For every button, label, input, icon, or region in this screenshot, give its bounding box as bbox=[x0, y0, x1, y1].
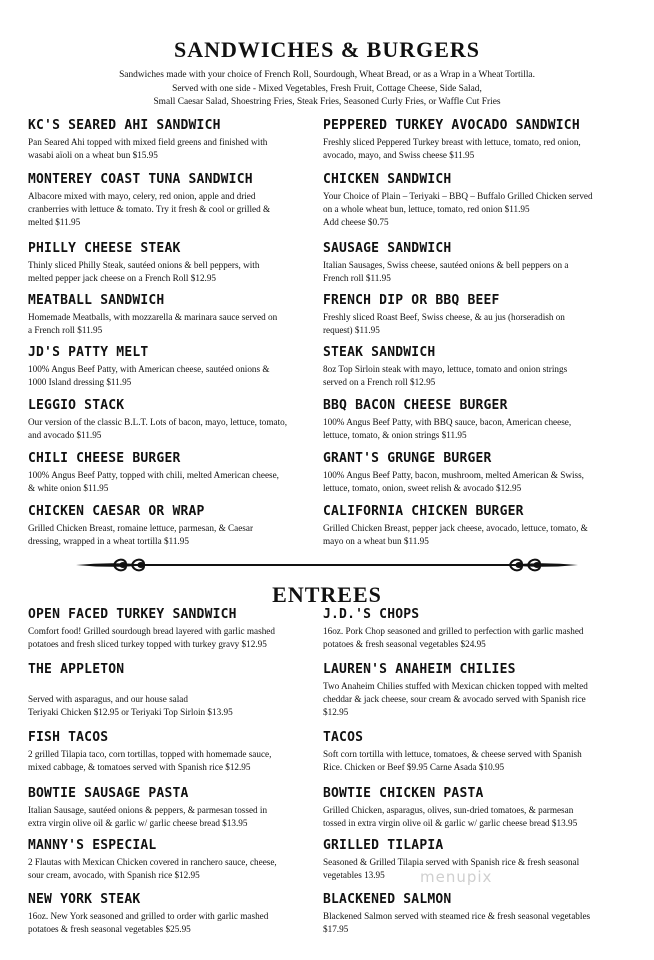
item-name: STEAK SANDWICH bbox=[323, 345, 436, 360]
sandwiches-title: SANDWICHES & BURGERS bbox=[173, 37, 481, 62]
item-name: GRANT'S GRUNGE BURGER bbox=[323, 451, 492, 466]
item-name: CHICKEN SANDWICH bbox=[323, 172, 452, 187]
menu-item bbox=[323, 118, 633, 162]
entrees-title: ENTREES bbox=[272, 582, 382, 607]
item-description: Albacore mixed with mayo, celery, red onion, apple and dried cranberries with lettuce & tomato. Try it fresh & cool or grilled & melted $11.95 bbox=[28, 191, 271, 227]
item-description: 100% Angus Beef Patty, with BBQ sauce, bacon, American cheese, lettuce, tomato, & onion strings $11.95 bbox=[323, 417, 572, 440]
item-description: Your Choice of Plain – Teriyaki – BBQ – Buffalo Grilled Chicken served on a whole wheat bun, lettuce, tomato, red onion $11.95 Add cheese $0.75 bbox=[323, 191, 593, 227]
item-name: LAUREN'S ANAHEIM CHILIES bbox=[323, 662, 516, 677]
item-description: Grilled Chicken, asparagus, olives, sun-dried tomatoes, & parmesan tossed in extra virgin olive oil & garlic w/ garlic cheese bread $13.95 bbox=[323, 805, 578, 828]
item-description: 8oz Top Sirloin steak with mayo, lettuce, tomato and onion strings served on a French roll $12.95 bbox=[323, 364, 568, 387]
menu-item bbox=[323, 662, 633, 719]
item-description: 16oz. New York seasoned and grilled to order with garlic mashed potatoes & fresh seasonal vegetables $25.95 bbox=[28, 911, 269, 934]
menu-item bbox=[323, 345, 633, 389]
item-name: SAUSAGE SANDWICH bbox=[323, 241, 452, 256]
menu-item bbox=[28, 730, 338, 774]
menu-item bbox=[28, 607, 338, 651]
item-description: Italian Sausages, Swiss cheese, sautéed onions & bell peppers on a French roll $11.95 bbox=[323, 260, 569, 283]
menu-item bbox=[323, 504, 633, 548]
item-name: PHILLY CHEESE STEAK bbox=[28, 241, 181, 256]
intro-line: Sandwiches made with your choice of French Roll, Sourdough, Wheat Bread, or as a Wrap in a Wheat Tortilla. bbox=[119, 70, 535, 80]
menupix-watermark: menupix bbox=[420, 868, 493, 886]
item-name: FISH TACOS bbox=[28, 730, 109, 745]
menu-item bbox=[28, 118, 338, 162]
item-name: CHILI CHEESE BURGER bbox=[28, 451, 181, 466]
item-name: CHICKEN CAESAR OR WRAP bbox=[28, 504, 205, 519]
menu-item bbox=[28, 451, 338, 495]
menu-item bbox=[28, 398, 338, 442]
item-description: Freshly sliced Peppered Turkey breast with lettuce, tomato, red onion, avocado, mayo, and Swiss cheese $11.95 bbox=[323, 137, 581, 160]
item-name: BLACKENED SALMON bbox=[323, 892, 452, 907]
menu-item bbox=[323, 607, 633, 651]
menu-item bbox=[28, 504, 338, 548]
item-name: GRILLED TILAPIA bbox=[323, 838, 444, 853]
item-description: 16oz. Pork Chop seasoned and grilled to perfection with garlic mashed potatoes & fresh seasonal vegetables $24.95 bbox=[323, 626, 584, 649]
item-description: Soft corn tortilla with lettuce, tomatoes, & cheese served with Spanish Rice. Chicken or Beef $9.95 Carne Asada $10.95 bbox=[323, 749, 582, 772]
item-name: MEATBALL SANDWICH bbox=[28, 293, 165, 308]
item-name: KC'S SEARED AHI SANDWICH bbox=[28, 118, 221, 133]
menu-item bbox=[28, 241, 338, 285]
item-description: Grilled Chicken Breast, romaine lettuce, parmesan, & Caesar dressing, wrapped in a wheat tortilla $11.95 bbox=[28, 523, 254, 546]
item-description: 100% Angus Beef Patty, with American cheese, sautéed onions & 1000 Island dressing $11.95 bbox=[28, 364, 270, 387]
item-description: Seasoned & Grilled Tilapia served with Spanish rice & fresh seasonal vegetables 13.95 bbox=[323, 857, 580, 880]
item-name: BOWTIE CHICKEN PASTA bbox=[323, 786, 484, 801]
item-description: Grilled Chicken Breast, pepper jack cheese, avocado, lettuce, tomato, & mayo on a wheat bun $11.95 bbox=[323, 523, 588, 546]
item-description: 2 Flautas with Mexican Chicken covered in ranchero sauce, cheese, sour cream, avocado, with Spanish rice $12.95 bbox=[28, 857, 277, 880]
menu-item bbox=[28, 662, 338, 719]
menu-item bbox=[323, 293, 633, 337]
item-name: J.D.'S CHOPS bbox=[323, 607, 420, 622]
menu-item bbox=[323, 398, 633, 442]
item-name: MONTEREY COAST TUNA SANDWICH bbox=[28, 172, 253, 187]
item-name: THE APPLETON bbox=[28, 662, 125, 677]
menu-item bbox=[323, 451, 633, 495]
intro-line: Small Caesar Salad, Shoestring Fries, Steak Fries, Seasoned Curly Fries, or Waffle Cut Fries bbox=[153, 97, 501, 107]
menu-item bbox=[28, 172, 338, 229]
item-description: Italian Sausage, sautéed onions & peppers, & parmesan tossed in extra virgin olive oil & garlic w/ garlic cheese bread $13.95 bbox=[28, 805, 268, 828]
item-name: JD'S PATTY MELT bbox=[28, 345, 149, 360]
item-description: Two Anaheim Chilies stuffed with Mexican chicken topped with melted cheddar & jack cheese, sour cream & avocado served with Spanish rice $12.95 bbox=[323, 681, 588, 717]
item-description: Comfort food! Grilled sourdough bread layered with garlic mashed potatoes and fresh sliced turkey topped with turkey gravy $12.95 bbox=[28, 626, 275, 649]
menu-item bbox=[323, 730, 633, 774]
item-name: PEPPERED TURKEY AVOCADO SANDWICH bbox=[323, 118, 580, 133]
menu-item bbox=[28, 838, 338, 882]
menu-item bbox=[323, 172, 633, 229]
item-description: 2 grilled Tilapia taco, corn tortillas, topped with homemade sauce, mixed cabbage, & tomatoes served with Spanish rice $12.95 bbox=[28, 749, 272, 772]
item-name: CALIFORNIA CHICKEN BURGER bbox=[323, 504, 524, 519]
menu-item bbox=[323, 241, 633, 285]
item-description: 100% Angus Beef Patty, topped with chili, melted American cheese, & white onion $11.95 bbox=[28, 470, 279, 493]
item-name: BOWTIE SAUSAGE PASTA bbox=[28, 786, 189, 801]
ornamental-divider bbox=[76, 556, 578, 574]
intro-line: Served with one side - Mixed Vegetables, Fresh Fruit, Cottage Cheese, Side Salad, bbox=[172, 83, 482, 94]
item-name: TACOS bbox=[323, 730, 364, 745]
item-name: FRENCH DIP OR BBQ BEEF bbox=[323, 293, 500, 308]
item-name: OPEN FACED TURKEY SANDWICH bbox=[28, 607, 237, 622]
menu-item bbox=[28, 345, 338, 389]
menu-item bbox=[323, 892, 633, 936]
item-name: LEGGIO STACK bbox=[28, 398, 125, 413]
item-description: Served with asparagus, and our house salad Teriyaki Chicken $12.95 or Teriyaki Top Sirloin $13.95 bbox=[28, 694, 233, 717]
item-name: NEW YORK STEAK bbox=[28, 892, 141, 907]
item-description: Pan Seared Ahi topped with mixed field greens and finished with wasabi aïoli on a wheat bun $15.95 bbox=[28, 137, 268, 160]
item-description: Blackened Salmon served with steamed rice & fresh seasonal vegetables $17.95 bbox=[323, 911, 591, 934]
menu-item bbox=[28, 786, 338, 830]
item-description: 100% Angus Beef Patty, bacon, mushroom, melted American & Swiss, lettuce, tomato, onion, sweet relish & avocado $12.95 bbox=[323, 470, 584, 493]
item-name: BBQ BACON CHEESE BURGER bbox=[323, 398, 508, 413]
item-description: Our version of the classic B.L.T. Lots of bacon, mayo, lettuce, tomato, and avocado $11.95 bbox=[28, 417, 288, 440]
menu-item bbox=[28, 293, 338, 337]
item-description: Thinly sliced Philly Steak, sautéed onions & bell peppers, with melted pepper jack cheese on a French Roll $12.95 bbox=[28, 260, 260, 283]
menu-item bbox=[28, 892, 338, 936]
sandwiches-intro bbox=[60, 69, 594, 110]
item-description: Freshly sliced Roast Beef, Swiss cheese, & au jus (horseradish on request) $11.95 bbox=[323, 312, 565, 335]
menu-item bbox=[323, 786, 633, 830]
item-name: MANNY'S ESPECIAL bbox=[28, 838, 157, 853]
item-description: Homemade Meatballs, with mozzarella & marinara sauce served on a French roll $11.95 bbox=[28, 312, 278, 335]
